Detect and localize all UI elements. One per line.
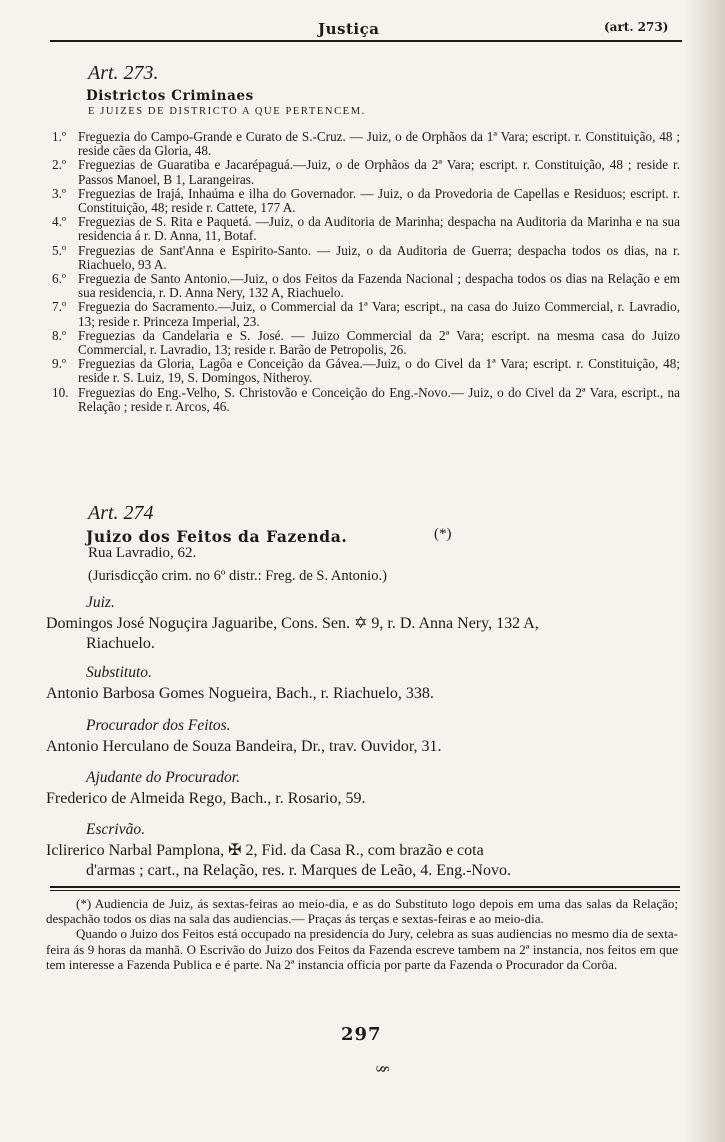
- person-procurador: Antonio Herculano de Souza Bandeira, Dr., trav. Ouvidor, 31.: [46, 738, 442, 755]
- district-number: 7.º: [52, 299, 66, 315]
- person-line-continued: d'armas ; cart., na Relação, res. r. Marques de Leão, 4. Eng.-Novo.: [86, 862, 511, 879]
- footnote-reference: (*): [434, 526, 452, 542]
- spine-shadow: [683, 0, 725, 1142]
- art-273-title: Districtos Criminaes: [86, 88, 254, 104]
- district-item: [52, 130, 680, 158]
- art-274-number: Art. 274: [88, 502, 154, 524]
- district-item: [52, 244, 680, 272]
- district-item: [52, 215, 680, 243]
- district-item: [52, 329, 680, 357]
- district-number: 10.: [52, 384, 69, 400]
- district-item: [52, 272, 680, 300]
- district-text: Freguezia do Campo-Grande e Curato de S.-Cruz. — Juiz, o de Orphãos da 1ª Vara; escript. r. Constituição, 48 ; reside cães da Gloria, 48.: [78, 129, 680, 159]
- district-text: Freguezia de Santo Antonio.—Juiz, o dos Feitos da Fazenda Nacional ; despacha todos os dias na Relação e em sua residencia, r. D. Anna Nery, 132 A, Riachuelo.: [78, 271, 680, 301]
- art-273-number: Art. 273.: [88, 62, 159, 84]
- district-number: 5.º: [52, 242, 66, 258]
- district-item: [52, 158, 680, 186]
- district-number: 8.º: [52, 327, 66, 343]
- district-text: Freguezias de Guaratiba e Jacarépaguá.—Juiz, o de Orphãos da 2ª Vara; escript. r. Constituição, 48 ; reside r. Passos Manoel, B 1, Larangeiras.: [78, 157, 680, 187]
- role-substituto: Substituto.: [86, 664, 152, 681]
- court-jurisdiction: (Jurisdicção crim. no 6º distr.: Freg. de S. Antonio.): [88, 568, 387, 584]
- district-text: Freguezias de Sant'Anna e Espirito-Santo. — Juiz, o da Auditoria de Guerra; despacha todos os dias, na r. Riachuelo, 93 A.: [78, 242, 680, 272]
- district-text: Freguezias da Gloria, Lagôa e Conceição da Gávea.—Juiz, o do Civel da 1ª Vara; escript. r. Constituição, 48; reside r. S. Luiz, 19, S. Domingos, Nitheroy.: [78, 356, 680, 386]
- running-header-title: Justiça: [318, 20, 380, 38]
- art-274-title: Juizo dos Feitos da Fazenda.: [86, 527, 348, 546]
- person-ajudante: Frederico de Almeida Rego, Bach., r. Rosario, 59.: [46, 790, 366, 807]
- district-item: [52, 187, 680, 215]
- district-text: Freguezias do Eng.-Velho, S. Christovão e Conceição do Eng.-Novo.— Juiz, o do Civel da 2ª Vara, escript., na Relação ; reside r. Arcos, 46.: [78, 384, 680, 414]
- district-item: [52, 300, 680, 328]
- person-line: Iclirerico Narbal Pamplona, ✠ 2, Fid. da Casa R., com brazão e cota: [46, 842, 484, 859]
- person-line: Domingos José Noguçira Jaguaribe, Cons. Sen. ✡ 9, r. D. Anna Nery, 132 A,: [46, 615, 539, 632]
- district-number: 1.º: [52, 129, 66, 144]
- person-escrivao: [46, 841, 676, 881]
- person-substituto: Antonio Barbosa Gomes Nogueira, Bach., r. Riachuelo, 338.: [46, 685, 434, 702]
- district-number: 2.º: [52, 157, 66, 173]
- district-number: 3.º: [52, 185, 66, 201]
- district-list: [52, 130, 680, 414]
- district-text: Freguezias de S. Rita e Paquetá. —Juiz, o da Auditoria de Marinha; despacha na Auditoria da Marinha e na sua residencia á r. D. Anna, 11, Botaf.: [78, 214, 680, 244]
- role-ajudante: Ajudante do Procurador.: [86, 769, 240, 786]
- court-address: Rua Lavradio, 62.: [88, 545, 197, 561]
- role-juiz: Juiz.: [86, 594, 115, 611]
- district-number: 4.º: [52, 214, 66, 230]
- district-text: Freguezias de Irajá, Inhaúma e ilha do Governador. — Juiz, o da Provedoria de Capellas e Residuos; escript. r. Constituição, 48; reside r. Cattete, 177 A.: [78, 185, 680, 216]
- role-procurador: Procurador dos Feitos.: [86, 717, 231, 734]
- person-line-continued: Riachuelo.: [86, 635, 155, 652]
- footnote-rule: [50, 886, 680, 888]
- district-item: [52, 386, 680, 414]
- art-273-subtitle: E JUIZES DE DISTRICTO A QUE PERTENCEM.: [88, 106, 366, 117]
- role-escrivao: Escrivão.: [86, 821, 145, 838]
- footnote-rule-thin: [50, 890, 680, 891]
- running-header-article: (art. 273): [604, 20, 669, 34]
- footnote-paragraph: Quando o Juizo dos Feitos está occupado na presidencia do Jury, celebra as suas audiencias no mesmo dia de sexta-feira ás 9 horas da manhã. O Escrivão do Juizo dos Feitos da Fazenda escreve tambem na 2ª instancia, nos feitos em que tem interesse a Fazenda Publica e é parte. Na 2ª instancia officia por parte da Fazenda o Procurador da Corôa.: [46, 926, 678, 972]
- district-number: 9.º: [52, 356, 66, 372]
- district-text: Freguezias da Candelaria e S. José. — Juizo Commercial da 2ª Vara; escript. na mesma casa do Juizo Commercial, r. Lavradio, 13; reside r. Barão de Petropolis, 26.: [78, 327, 680, 358]
- district-text: Freguezia do Sacramento.—Juiz, o Commercial da 1ª Vara; escript., na casa do Juizo Commercial, r. Lavradio, 13; reside r. Princeza Imperial, 23.: [78, 299, 680, 329]
- person-juiz: [46, 614, 676, 654]
- district-number: 6.º: [52, 271, 66, 287]
- district-item: [52, 357, 680, 385]
- footnote-paragraph: (*) Audiencia de Juiz, ás sextas-feiras ao meio-dia, e as do Substituto logo depois em uma das salas da Relação; despachão todos os dias na sala das audiencias.— Praças ás terças e sextas-feiras e ao meio-dia.: [46, 896, 678, 927]
- signature-mark: §: [374, 1065, 391, 1073]
- header-rule: [50, 40, 682, 42]
- footnotes: [46, 896, 678, 972]
- page-number: 297: [341, 1024, 382, 1045]
